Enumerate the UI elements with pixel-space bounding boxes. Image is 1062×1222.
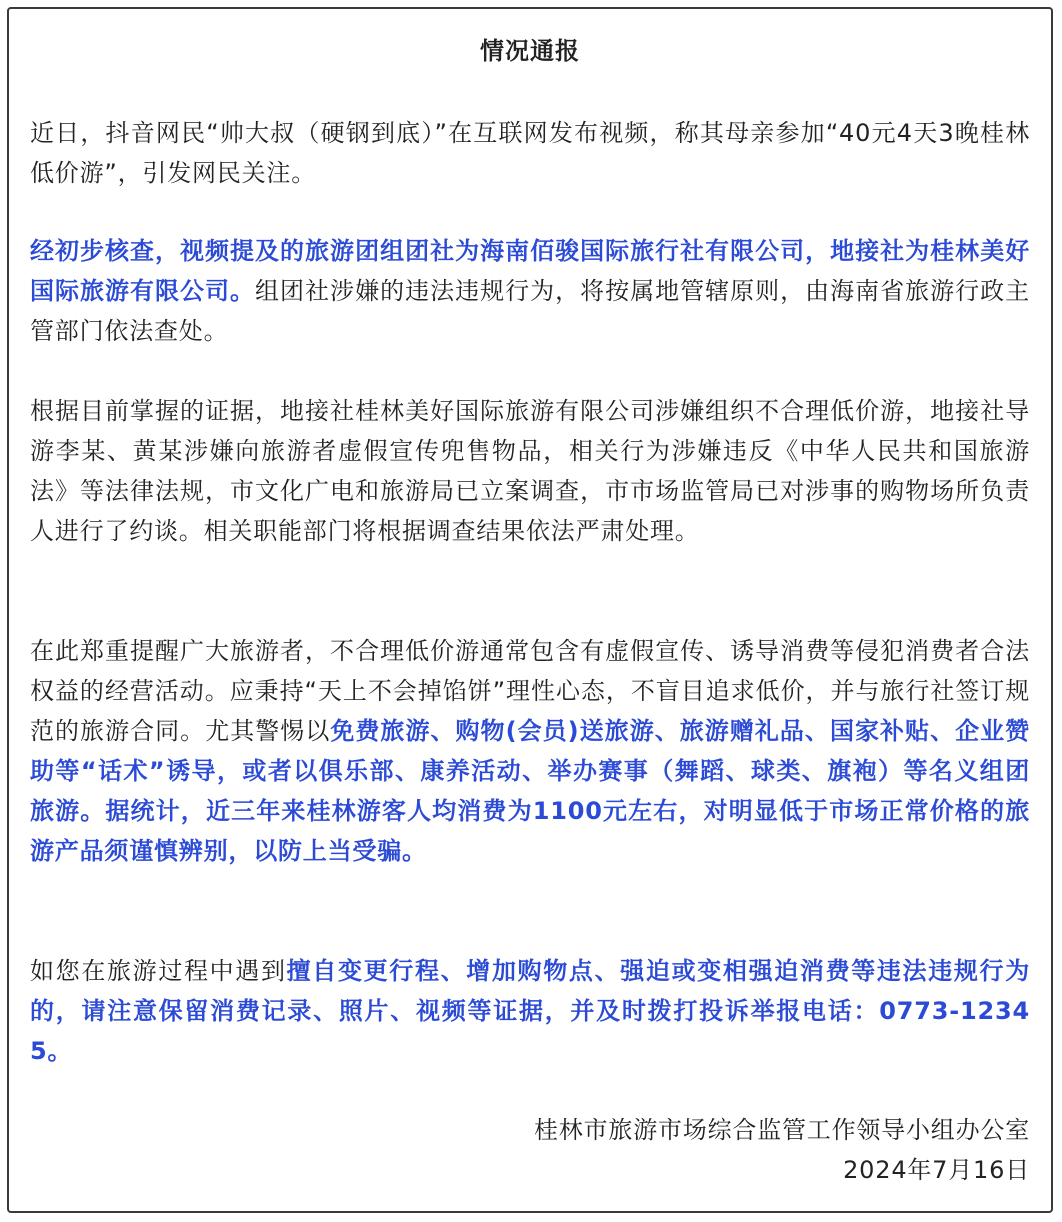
paragraph-2-highlight: 经初步核查，视频提及的旅游团组团社为海南佰骏国际旅行社有限公司，地接社为桂林美好国际旅游有限公司。 — [30, 237, 1030, 305]
paragraph-5 — [30, 951, 1030, 1071]
paragraph-4 — [30, 631, 1030, 871]
notice-title: 情况通报 — [480, 37, 580, 65]
paragraph-4-highlight: 免费旅游、购物(会员)送旅游、旅游赠礼品、国家补贴、企业赞助等“话术”诱导，或者以俱乐部、康养活动、举办赛事（舞蹈、球类、旗袍）等名义组团旅游。据统计，近三年来桂林游客人均消费为1100元左右，对明显低于市场正常价格的旅游产品须谨慎辨别，以防上当受骗。 — [30, 717, 1030, 865]
paragraph-3-text: 根据目前掌握的证据，地接社桂林美好国际旅游有限公司涉嫌组织不合理低价游，地接社导游李某、黄某涉嫌向旅游者虚假宣传兜售物品，相关行为涉嫌违反《中华人民共和国旅游法》等法律法规，市文化广电和旅游局已立案调查，市市场监管局已对涉事的购物场所负责人进行了约谈。相关职能部门将根据调查结果依法严肃处理。 — [30, 397, 1030, 545]
paragraph-3 — [30, 391, 1030, 551]
paragraph-1-text: 近日，抖音网民“帅大叔（硬钢到底）”在互联网发布视频，称其母亲参加“40元4天3晚桂林低价游”，引发网民关注。 — [30, 119, 1030, 187]
paragraph-1 — [30, 113, 1030, 193]
paragraph-5-highlight: 擅自变更行程、增加购物点、强迫或变相强迫消费等违法违规行为的，请注意保留消费记录、照片、视频等证据，并及时拨打投诉举报电话：0773-12345。 — [30, 957, 1031, 1065]
paragraph-4-text: 在此郑重提醒广大旅游者，不合理低价游通常包含有虚假宣传、诱导消费等侵犯消费者合法权益的经营活动。应秉持“天上不会掉馅饼”理性心态，不盲目追求低价，并与旅行社签订规范的旅游合同。尤其警惕以 — [30, 637, 1030, 745]
signature-date: 2024年7月16日 — [843, 1156, 1030, 1184]
paragraph-5-text: 如您在旅游过程中遇到 — [30, 957, 287, 985]
paragraph-2-text: 组团社涉嫌的违法违规行为，将按属地管辖原则，由海南省旅游行政主管部门依法查处。 — [30, 277, 1030, 345]
paragraph-2 — [30, 231, 1030, 351]
signature-organization: 桂林市旅游市场综合监管工作领导小组办公室 — [534, 1116, 1030, 1144]
